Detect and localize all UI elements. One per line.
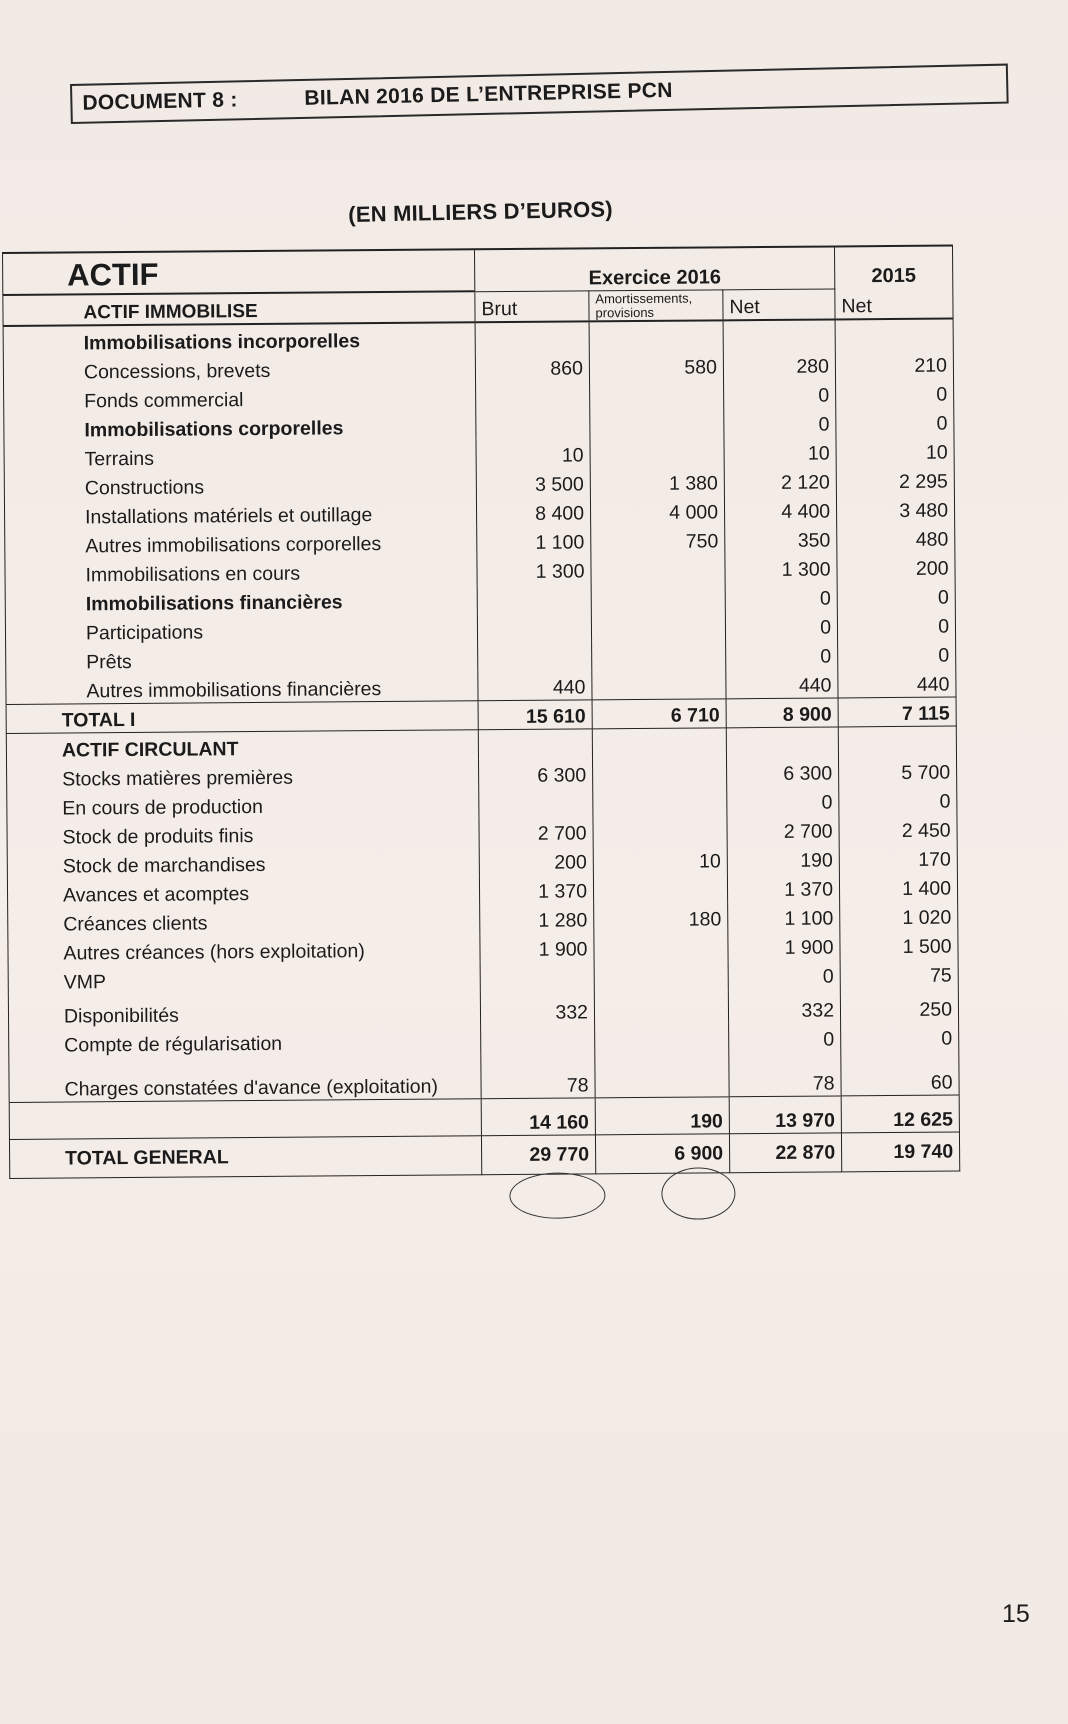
- row-label: Prêts: [6, 642, 478, 675]
- table-header-row: [3, 246, 953, 295]
- row-brut: [476, 409, 590, 439]
- row-brut: [477, 583, 591, 613]
- row-label: Immobilisations corporelles: [4, 410, 476, 443]
- row-brut: [479, 787, 593, 817]
- row-label: VMP: [8, 962, 480, 995]
- column-net-2015: Net: [835, 288, 953, 320]
- document-header: [70, 64, 1007, 146]
- row-brut: 10: [476, 438, 590, 468]
- row-label: Immobilisations financières: [5, 584, 477, 617]
- row-net: 2 120: [724, 465, 836, 495]
- row-brut: 1 300: [477, 554, 591, 584]
- row-net: 280: [723, 349, 835, 379]
- row-net-2015: [835, 319, 953, 350]
- row-label: Stocks matières premières: [7, 759, 479, 792]
- row-brut: 200: [479, 845, 593, 875]
- subtotal-net-2015: 12 625: [841, 1095, 959, 1133]
- row-amort: [594, 989, 728, 1024]
- row-net-2015: 75: [840, 959, 958, 989]
- balance-sheet-table-wrapper: [2, 245, 960, 1212]
- subtotal-amort: 190: [595, 1097, 729, 1135]
- row-net-2015: 2 450: [839, 814, 957, 844]
- row-net: 0: [728, 959, 840, 989]
- row-net-2015: 0: [837, 581, 955, 611]
- total-i-brut: 15 610: [478, 700, 592, 730]
- grand-total-label: TOTAL GENERAL: [9, 1136, 481, 1179]
- row-brut: 332: [480, 990, 594, 1025]
- row-net: 0: [725, 581, 837, 611]
- row-amort: [589, 320, 723, 351]
- total-i-net: 8 900: [726, 698, 838, 728]
- row-brut: [478, 641, 592, 671]
- row-amort: [593, 786, 727, 816]
- section-actif-immobilise: ACTIF IMMOBILISE: [3, 291, 475, 326]
- column-amortissements: Amortissements, provisions: [589, 289, 723, 321]
- actif-circulant-rows: [7, 756, 960, 1103]
- row-net: 4 400: [724, 494, 836, 524]
- row-label: Immobilisations en cours: [5, 555, 477, 588]
- row-net: 10: [724, 436, 836, 466]
- row-brut: 1 280: [480, 903, 594, 933]
- row-amort: [591, 582, 725, 612]
- balance-sheet-table: [2, 245, 960, 1179]
- column-brut: Brut: [475, 290, 589, 322]
- row-label: Avances et acomptes: [7, 875, 479, 908]
- row-amort: [590, 408, 724, 438]
- row-net-2015: 250: [840, 988, 958, 1023]
- subtotal-brut: 14 160: [481, 1098, 595, 1136]
- row-amort: [594, 931, 728, 961]
- total-i-amort: 6 710: [592, 699, 726, 729]
- row-amort: [593, 873, 727, 903]
- grand-total-amort: 6 900: [595, 1134, 729, 1174]
- row-net-2015: 480: [837, 523, 955, 553]
- row-brut: 440: [478, 670, 592, 700]
- row-label: Terrains: [4, 439, 476, 472]
- actif-immobilise-rows: [3, 319, 956, 705]
- row-label: Disponibilités: [8, 991, 480, 1029]
- row-net-2015: 1 020: [840, 901, 958, 931]
- row-amort: 180: [594, 902, 728, 932]
- row-net: 0: [727, 785, 839, 815]
- row-label: Créances clients: [8, 904, 480, 937]
- actif-heading: ACTIF: [3, 249, 475, 295]
- row-amort: [590, 379, 724, 409]
- row-amort: [592, 669, 726, 700]
- units-subtitle: (EN MILLIERS D’EUROS): [348, 196, 614, 227]
- row-brut: 1 900: [480, 932, 594, 962]
- year-prev-heading: 2015: [835, 246, 953, 289]
- exercice-heading: Exercice 2016: [474, 246, 834, 291]
- row-net-2015: 1 400: [839, 872, 957, 902]
- row-label: Charges constatées d'avance (exploitation): [9, 1054, 481, 1102]
- row-net: 0: [729, 1022, 841, 1052]
- row-label: Autres immobilisations financières: [6, 671, 478, 704]
- row-amort: 580: [589, 350, 723, 380]
- row-net: 0: [725, 610, 837, 640]
- row-label: Autres créances (hors exploitation): [8, 933, 480, 966]
- row-net-2015: 2 295: [836, 465, 954, 495]
- row-brut: 78: [481, 1053, 595, 1098]
- row-amort: [593, 815, 727, 845]
- column-net: Net: [723, 288, 835, 320]
- row-net-2015: 210: [835, 349, 953, 379]
- grand-total-net-2015: 19 740: [841, 1132, 959, 1172]
- row-amort: 1 380: [590, 466, 724, 496]
- row-net: 1 370: [727, 872, 839, 902]
- row-net-2015: 440: [838, 668, 956, 698]
- handwritten-circle-brut: [509, 1172, 605, 1219]
- row-net-2015: 3 480: [836, 494, 954, 524]
- handwritten-circle-amort: [661, 1167, 735, 1220]
- row-label: Fonds commercial: [4, 381, 476, 414]
- row-brut: 6 300: [478, 758, 592, 788]
- row-net: 0: [724, 378, 836, 408]
- row-brut: 860: [475, 351, 589, 381]
- row-net-2015: 1 500: [840, 930, 958, 960]
- row-amort: 750: [591, 524, 725, 554]
- grand-total-row: [9, 1132, 959, 1178]
- row-net: 0: [726, 639, 838, 669]
- row-brut: 2 700: [479, 816, 593, 846]
- row-brut: [480, 961, 594, 991]
- row-net-2015: 170: [839, 843, 957, 873]
- table-row: [9, 1051, 959, 1103]
- row-net-2015: 0: [839, 785, 957, 815]
- row-amort: [595, 1052, 729, 1098]
- page-number: 15: [1002, 1600, 1030, 1628]
- row-amort: 10: [593, 844, 727, 874]
- row-net: 2 700: [727, 814, 839, 844]
- row-net-2015: 10: [836, 436, 954, 466]
- row-net: 6 300: [726, 756, 838, 786]
- section-actif-circulant: ACTIF CIRCULANT: [6, 730, 478, 763]
- row-label: En cours de production: [7, 788, 479, 821]
- row-amort: [591, 553, 725, 583]
- row-label: Participations: [5, 613, 477, 646]
- row-brut: [476, 380, 590, 410]
- row-net: 332: [728, 988, 840, 1023]
- row-amort: [590, 437, 724, 467]
- row-net-2015: 60: [841, 1051, 959, 1096]
- row-net-2015: 0: [837, 610, 955, 640]
- row-net: 1 300: [725, 552, 837, 582]
- row-net-2015: 5 700: [839, 756, 957, 786]
- row-net-2015: 0: [838, 639, 956, 669]
- row-brut: 8 400: [476, 496, 590, 526]
- row-label: Constructions: [4, 468, 476, 501]
- document-number: DOCUMENT 8 :: [82, 88, 238, 115]
- row-brut: [477, 612, 591, 642]
- row-brut: [481, 1024, 595, 1054]
- row-net-2015: 0: [836, 378, 954, 408]
- document-title: BILAN 2016 DE L’ENTREPRISE PCN: [304, 78, 673, 110]
- row-brut: 1 370: [479, 874, 593, 904]
- row-amort: 4 000: [590, 495, 724, 525]
- row-net: 440: [726, 668, 838, 698]
- row-brut: 3 500: [476, 467, 590, 497]
- row-label: Immobilisations incorporelles: [3, 322, 475, 356]
- row-net-2015: 200: [837, 552, 955, 582]
- row-amort: [591, 611, 725, 641]
- row-net: 0: [724, 407, 836, 437]
- grand-total-brut: 29 770: [481, 1135, 595, 1175]
- row-amort: [595, 1023, 729, 1053]
- row-label: Stock de produits finis: [7, 817, 479, 850]
- row-amort: [592, 757, 726, 787]
- total-i-label: TOTAL I: [6, 701, 478, 734]
- grand-total-net: 22 870: [729, 1133, 841, 1173]
- row-net: 190: [727, 843, 839, 873]
- row-brut: 1 100: [477, 525, 591, 555]
- row-net: 78: [729, 1051, 841, 1096]
- row-amort: [592, 640, 726, 670]
- row-net-2015: 0: [836, 407, 954, 437]
- row-net: 1 900: [728, 930, 840, 960]
- subtotal-net: 13 970: [729, 1096, 841, 1134]
- row-net: [723, 319, 835, 350]
- row-net: 350: [725, 523, 837, 553]
- row-label: Autres immobilisations corporelles: [5, 526, 477, 559]
- row-amort: [594, 960, 728, 990]
- row-net-2015: 0: [841, 1022, 959, 1052]
- row-brut: [475, 321, 589, 352]
- row-label: Concessions, brevets: [3, 352, 475, 385]
- row-label: Compte de régularisation: [9, 1025, 481, 1058]
- total-i-net-2015: 7 115: [838, 697, 956, 727]
- row-label: Stock de marchandises: [7, 846, 479, 879]
- row-label: Installations matériels et outillage: [4, 497, 476, 530]
- row-net: 1 100: [728, 901, 840, 931]
